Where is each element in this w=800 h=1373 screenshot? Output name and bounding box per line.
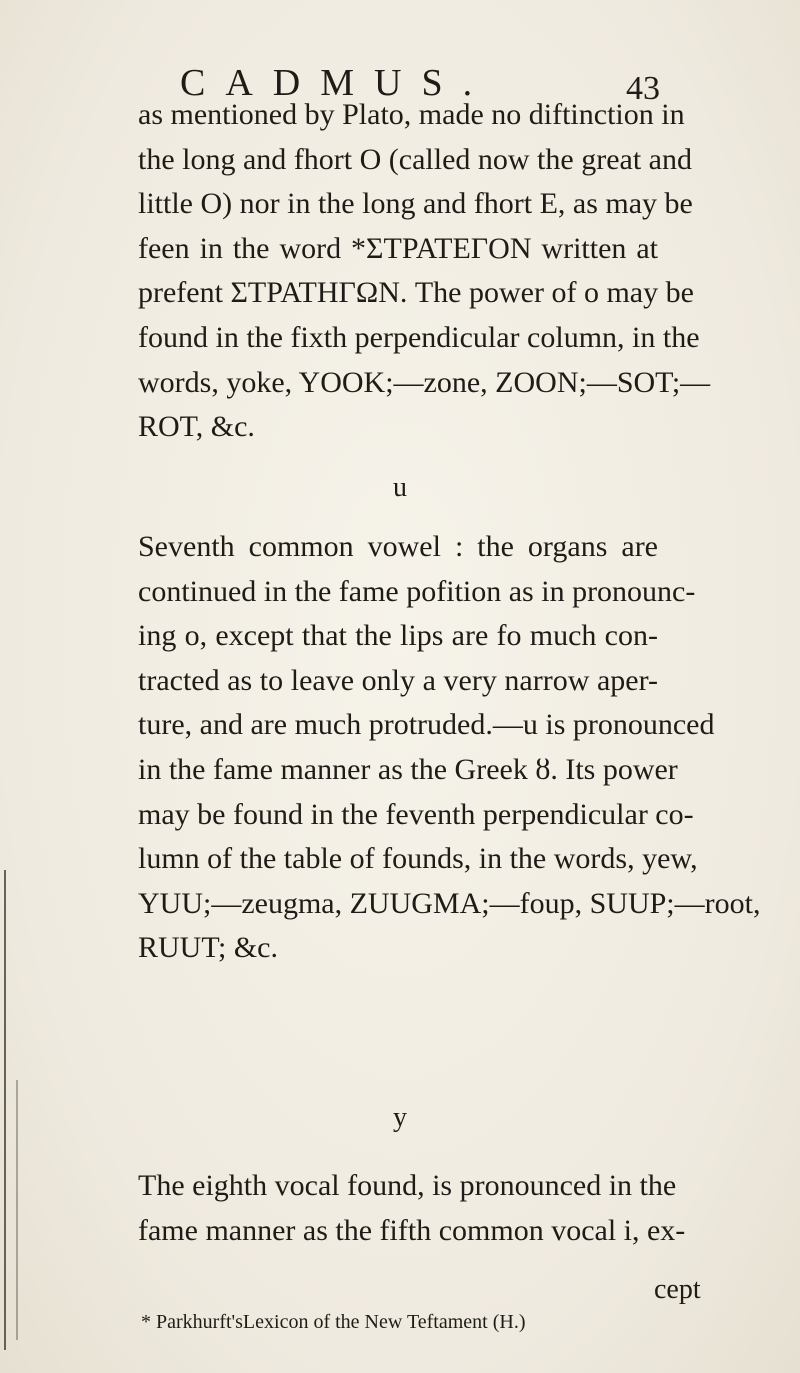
text-line: the long and fhort O (called now the great and <box>138 142 692 176</box>
footnote: * Parkhurft'sLexicon of the New Teftament (H.) <box>141 1311 526 1333</box>
text-line: tracted as to leave only a very narrow aper- <box>138 663 658 697</box>
text-line: feen in the word *ΣΤΡΑΤΕΓΟΝ written at <box>138 231 658 265</box>
paragraph-u <box>138 525 761 971</box>
text-line: Seventh common vowel : the organs are <box>138 530 658 563</box>
text-line: RUUT; &c. <box>138 931 278 965</box>
section-heading-y: y <box>393 1102 407 1133</box>
text-line: ing o, except that the lips are fo much con- <box>138 619 658 653</box>
text-line: ROT, &c. <box>138 410 255 444</box>
text-line: as mentioned by Plato, made no diftinction in <box>138 98 685 131</box>
section-heading-u: u <box>393 472 407 503</box>
text-line: lumn of the table of founds, in the words, yew, <box>138 842 698 876</box>
text-line: YUU;—zeugma, ZUUGMA;—foup, SUUP;—root, <box>138 886 761 920</box>
text-line: in the fame manner as the Greek ȣ. Its power <box>138 752 678 786</box>
text-line: may be found in the feventh perpendicular co- <box>138 797 694 831</box>
text-line: found in the fixth perpendicular column, in the <box>138 320 700 354</box>
paragraph-y <box>138 1164 686 1253</box>
text-line: fame manner as the fifth common vocal i, ex- <box>138 1213 686 1247</box>
paragraph-continued <box>138 93 711 450</box>
text-line: prefent ΣΤΡΑΤΗΓΩΝ. The power of o may be <box>138 276 694 310</box>
text-line: words, yoke, YOOK;—zone, ZOON;—SOT;— <box>138 365 711 399</box>
running-head: CADMUS. <box>180 62 493 104</box>
text-line: continued in the fame pofition as in pronounc- <box>138 574 696 608</box>
text-line: The eighth vocal found, is pronounced in the <box>138 1169 677 1202</box>
text-line: little O) nor in the long and fhort E, as may be <box>138 187 693 221</box>
text-line: ture, and are much protruded.—u is pronounced <box>138 708 715 742</box>
catchword: cept <box>654 1274 701 1305</box>
page-number: 43 <box>626 70 660 107</box>
